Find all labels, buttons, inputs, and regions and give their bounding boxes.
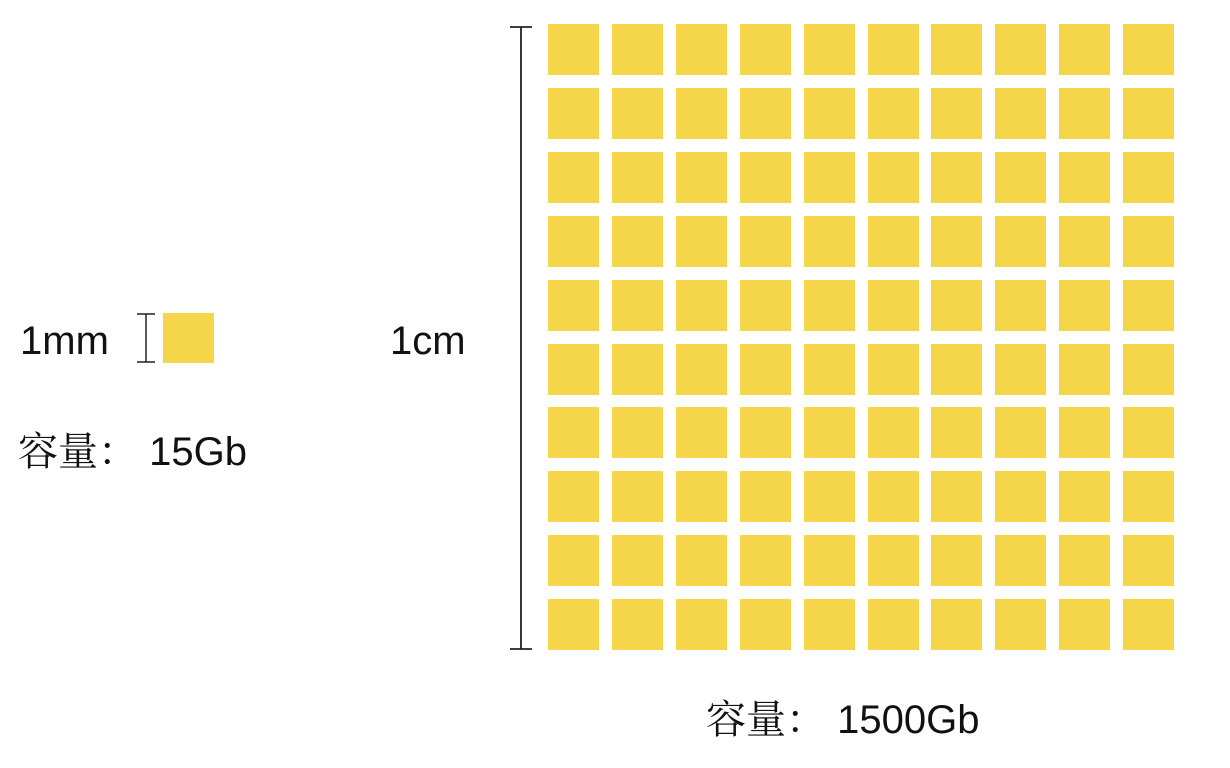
grid-cell [995, 152, 1046, 203]
grid-cell [676, 471, 727, 522]
large-storage-grid [548, 24, 1175, 650]
grid-cell [804, 152, 855, 203]
grid-cell [612, 344, 663, 395]
grid-cell [740, 216, 791, 267]
grid-cell [740, 535, 791, 586]
grid-cell [804, 535, 855, 586]
grid-cell [1059, 88, 1110, 139]
grid-cell [740, 599, 791, 650]
grid-cell [548, 24, 599, 75]
grid-cell [676, 216, 727, 267]
small-size-label: 1mm [20, 319, 109, 363]
grid-cell [1123, 471, 1174, 522]
grid-cell [612, 535, 663, 586]
grid-cell [868, 24, 919, 75]
grid-cell [612, 216, 663, 267]
grid-cell [868, 280, 919, 331]
grid-cell [804, 216, 855, 267]
grid-cell [804, 280, 855, 331]
grid-cell [1059, 152, 1110, 203]
grid-cell [931, 216, 982, 267]
grid-cell [676, 280, 727, 331]
grid-cell [1123, 88, 1174, 139]
small-dimension-bracket [134, 310, 158, 366]
grid-cell [1123, 344, 1174, 395]
grid-cell [1059, 599, 1110, 650]
grid-cell [1059, 24, 1110, 75]
grid-cell [931, 535, 982, 586]
grid-cell [676, 407, 727, 458]
grid-cell [548, 344, 599, 395]
grid-cell [804, 599, 855, 650]
grid-cell [676, 88, 727, 139]
grid-cell [676, 152, 727, 203]
grid-cell [548, 152, 599, 203]
grid-cell [1059, 535, 1110, 586]
grid-cell [931, 471, 982, 522]
grid-cell [931, 280, 982, 331]
large-capacity-label: 容量： 1500Gb [706, 698, 980, 742]
grid-cell [1123, 280, 1174, 331]
grid-cell [1123, 24, 1174, 75]
grid-cell [868, 344, 919, 395]
grid-cell [548, 599, 599, 650]
grid-cell [676, 24, 727, 75]
grid-cell [931, 24, 982, 75]
grid-cell [612, 407, 663, 458]
grid-cell [740, 88, 791, 139]
grid-cell [995, 280, 1046, 331]
grid-cell [995, 471, 1046, 522]
grid-cell [676, 344, 727, 395]
grid-cell [676, 535, 727, 586]
grid-cell [931, 599, 982, 650]
grid-cell [868, 535, 919, 586]
large-dimension-bracket [506, 22, 536, 654]
grid-cell [548, 280, 599, 331]
grid-cell [740, 344, 791, 395]
grid-cell [868, 407, 919, 458]
grid-cell [1059, 280, 1110, 331]
small-capacity-label: 容量： 15Gb [18, 430, 247, 474]
grid-cell [995, 216, 1046, 267]
grid-cell [868, 152, 919, 203]
grid-cell [995, 407, 1046, 458]
grid-cell [868, 88, 919, 139]
grid-cell [1059, 407, 1110, 458]
grid-cell [1059, 344, 1110, 395]
grid-cell [868, 471, 919, 522]
large-size-label: 1cm [390, 319, 466, 363]
grid-cell [995, 344, 1046, 395]
grid-cell [1123, 599, 1174, 650]
grid-cell [1123, 407, 1174, 458]
grid-cell [1123, 152, 1174, 203]
grid-cell [548, 88, 599, 139]
grid-cell [804, 344, 855, 395]
grid-cell [868, 216, 919, 267]
grid-cell [740, 24, 791, 75]
grid-cell [676, 599, 727, 650]
grid-cell [1059, 471, 1110, 522]
grid-cell [995, 24, 1046, 75]
grid-cell [931, 407, 982, 458]
small-storage-cell [163, 313, 214, 363]
grid-cell [804, 407, 855, 458]
grid-cell [612, 280, 663, 331]
grid-cell [1059, 216, 1110, 267]
grid-cell [548, 471, 599, 522]
grid-cell [612, 152, 663, 203]
grid-cell [612, 24, 663, 75]
grid-cell [740, 152, 791, 203]
grid-cell [740, 471, 791, 522]
grid-cell [804, 88, 855, 139]
grid-cell [740, 407, 791, 458]
grid-cell [995, 599, 1046, 650]
grid-cell [804, 471, 855, 522]
grid-cell [931, 344, 982, 395]
grid-cell [931, 88, 982, 139]
grid-cell [612, 471, 663, 522]
grid-cell [1123, 535, 1174, 586]
grid-cell [612, 88, 663, 139]
grid-cell [931, 152, 982, 203]
grid-cell [1123, 216, 1174, 267]
grid-cell [995, 88, 1046, 139]
grid-cell [612, 599, 663, 650]
grid-cell [548, 407, 599, 458]
grid-cell [548, 216, 599, 267]
grid-cell [868, 599, 919, 650]
grid-cell [740, 280, 791, 331]
grid-cell [995, 535, 1046, 586]
grid-cell [548, 535, 599, 586]
grid-cell [804, 24, 855, 75]
